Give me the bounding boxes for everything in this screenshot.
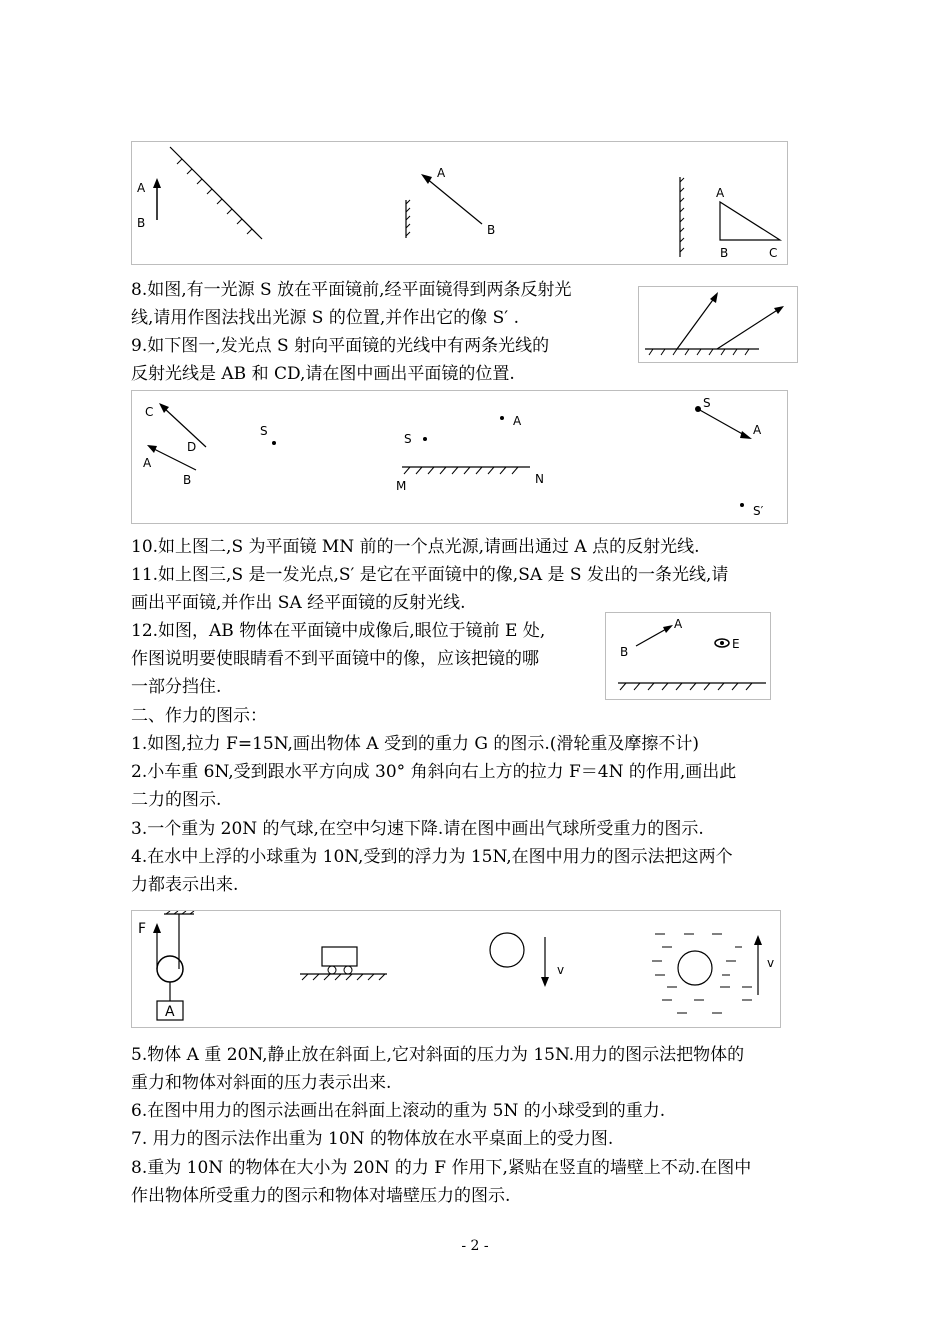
mirror-diagonal [170, 147, 262, 239]
q12-line-1: 12.如图，AB 物体在平面镜中成像后,眼位于镜前 E 处, [131, 621, 546, 641]
label-c3: C [769, 246, 778, 260]
q11-line-2: 画出平面镜,并作出 SA 经平面镜的反射光线. [131, 593, 466, 613]
force-q2-line-1: 2.小车重 6N,受到跟水平方向成 30° 角斜向右上方的拉力 F＝4N 的作用,画出此 [131, 762, 737, 782]
label-e: E [732, 637, 740, 651]
label-s3-image: S′ [753, 504, 764, 518]
reflected-ray-1 [677, 297, 715, 349]
ray-cd [164, 408, 206, 447]
mirror-hatch-mn [404, 467, 518, 474]
point-s3-image [740, 503, 744, 507]
force-q5-line-2: 重力和物体对斜面的压力表示出来. [131, 1073, 392, 1093]
balloon [490, 933, 524, 967]
label-block-a: A [165, 1004, 175, 1020]
label-v2: v [767, 956, 775, 970]
q10-line: 10.如上图二,S 为平面镜 MN 前的一个点光源,请画出通过 A 点的反射光线. [131, 537, 700, 557]
label-b3: B [720, 246, 729, 260]
label-s2: S [404, 432, 412, 446]
label-a: A [143, 456, 152, 470]
label-b2: B [487, 223, 496, 237]
label-v1: v [557, 963, 565, 977]
label-a3: A [753, 423, 762, 437]
point-s1 [272, 441, 276, 445]
label-b: B [183, 473, 192, 487]
label-m: M [396, 479, 407, 493]
label-a1: A [137, 181, 146, 195]
label-d: D [187, 440, 197, 454]
label-a3: A [716, 186, 725, 200]
section-2-heading: 二、作力的图示： [131, 706, 267, 726]
figure-mirror-row-1 [131, 141, 788, 265]
label-f: F [138, 921, 147, 937]
label-s1: S [260, 424, 268, 438]
label-b: B [620, 645, 629, 659]
reflected-ray-2 [717, 309, 779, 349]
q9-line-2: 反射光线是 AB 和 CD,请在图中画出平面镜的位置. [131, 364, 515, 384]
force-q8-line-1: 8.重为 10N 的物体在大小为 20N 的力 F 作用下,紧贴在竖直的墙壁上不动.在图中 [131, 1158, 752, 1178]
ball-in-water [678, 951, 712, 985]
force-q6: 6.在图中用力的图示法画出在斜面上滚动的重为 5N 的小球受到的重力. [131, 1101, 666, 1121]
ground-hatch [302, 974, 385, 980]
page-number: - 2 - [461, 1238, 489, 1254]
triangle-abc [720, 202, 780, 240]
label-b1: B [137, 216, 146, 230]
label-a2: A [513, 414, 522, 428]
mirror-hatch-1 [177, 159, 252, 234]
q12-line-3: 一部分挡住. [131, 677, 222, 697]
label-a: A [674, 617, 683, 631]
force-q7: 7. 用力的图示法作出重为 10N 的物体放在水平桌面上的受力图. [131, 1129, 614, 1149]
figure-q12-eye-mirror [605, 612, 771, 700]
force-q4-line-2: 力都表示出来. [131, 875, 239, 895]
object-ab [636, 628, 668, 646]
figure-row1-svg [132, 142, 789, 266]
mirror-hatch-q8 [649, 349, 749, 355]
figure-force-row [131, 910, 781, 1028]
force-q5-line-1: 5.物体 A 重 20N,静止放在斜面上,它对斜面的压力为 15N.用力的图示法把物体的 [131, 1045, 745, 1065]
label-s3: S [703, 396, 711, 410]
force-q3: 3.一个重为 20N 的气球,在空中匀速下降.请在图中画出气球所受重力的图示. [131, 819, 704, 839]
label-a2: A [437, 166, 446, 180]
figure-mirror-row-2 [131, 390, 788, 524]
ray-sa [698, 409, 746, 436]
arrow-ab-2 [426, 178, 482, 224]
q12-line-2: 作图说明要使眼睛看不到平面镜中的像，应该把镜的哪 [131, 649, 539, 669]
force-q4-line-1: 4.在水中上浮的小球重为 10N,受到的浮力为 15N,在图中用力的图示法把这两个 [131, 847, 733, 867]
q8-line-1: 8.如图,有一光源 S 放在平面镜前,经平面镜得到两条反射光 [131, 280, 572, 300]
figure-q8-reflected-rays [638, 286, 798, 363]
label-c: C [145, 405, 154, 419]
point-s2 [423, 437, 427, 441]
label-n: N [535, 472, 544, 486]
water-marks [652, 934, 752, 1013]
q11-line-1: 11.如上图三,S 是一发光点,S′ 是它在平面镜中的像,SA 是 S 发出的一条光线,请 [131, 565, 729, 585]
force-q2-line-2: 二力的图示. [131, 790, 222, 810]
mirror-hatch-q12 [620, 683, 752, 690]
point-a2 [500, 416, 504, 420]
q8-line-2: 线,请用作图法找出光源 S 的位置,并作出它的像 S′ . [131, 308, 519, 328]
force-q1: 1.如图,拉力 F=15N,画出物体 A 受到的重力 G 的图示.(滑轮重及摩擦不计) [131, 734, 700, 754]
q9-line-1: 9.如下图一,发光点 S 射向平面镜的光线中有两条光线的 [131, 336, 550, 356]
force-q8-line-2: 作出物体所受重力的图示和物体对墙壁压力的图示. [131, 1186, 511, 1206]
cart-body [322, 947, 357, 966]
